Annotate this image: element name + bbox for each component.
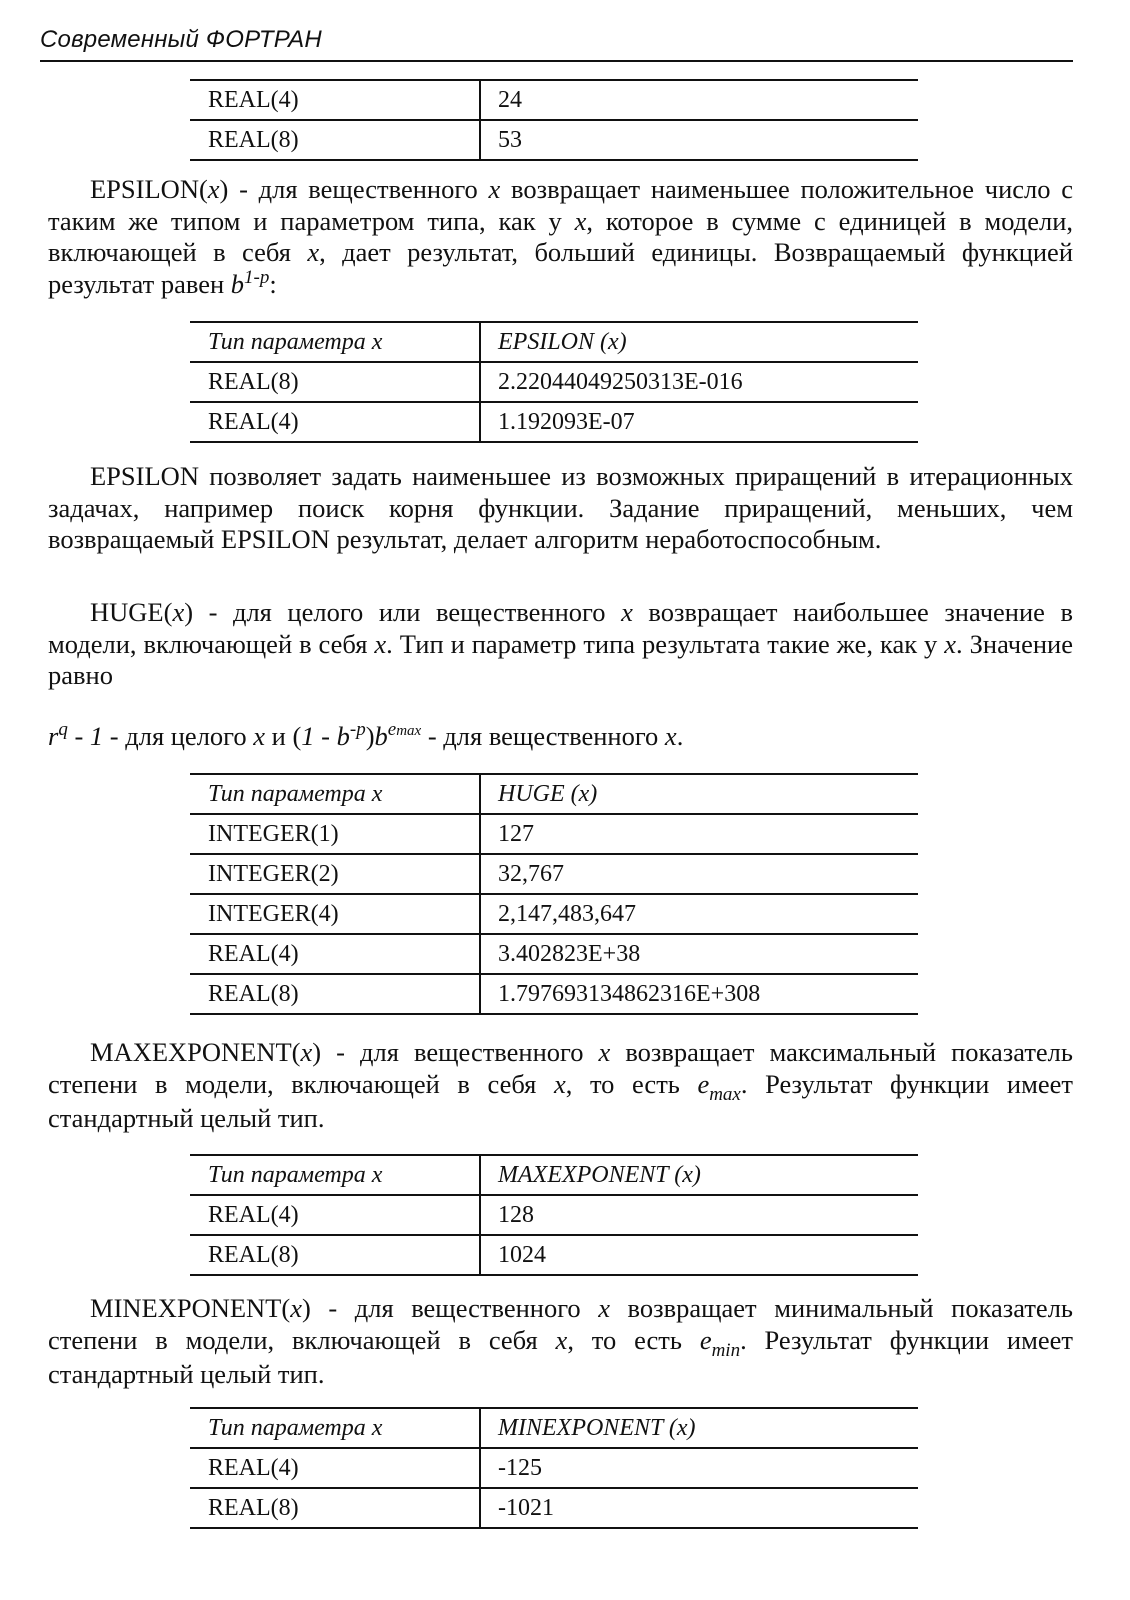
minexponent-table	[190, 1407, 918, 1529]
maxexponent-table	[190, 1154, 918, 1276]
epsilon-description: EPSILON(x) - для вещественного x возвращает наименьшее положительное число с таким же типом и параметром типа, как у x, которое в сумме с единицей в модели, включающей в себя x, дает результат, больший единицы. Возвращаемый функцией результат равен $b^{1-p}$:	[48, 174, 1074, 299]
column-header: EPSILON (x)	[480, 322, 918, 362]
table-cell: -1021	[480, 1488, 918, 1528]
table-row	[190, 120, 918, 160]
header-rule	[40, 60, 1073, 62]
table-cell: REAL(8)	[190, 120, 480, 160]
table-header-row	[190, 774, 918, 814]
table-cell: 2,147,483,647	[480, 894, 918, 934]
table-row	[190, 1448, 918, 1488]
table-cell: 32,767	[480, 854, 918, 894]
table-cell: INTEGER(4)	[190, 894, 480, 934]
table-cell: -125	[480, 1448, 918, 1488]
column-header: MAXEXPONENT (x)	[480, 1155, 918, 1195]
table-cell: 53	[480, 120, 918, 160]
epsilon-usage-paragraph: EPSILON позволяет задать наименьшее из возможных приращений в итерационных задачах, например поиск корня функции. Задание приращений, меньших, чем возвращаемый EPSILON результат, делает алгоритм неработоспособным.	[48, 461, 1073, 554]
table-cell: REAL(4)	[190, 934, 480, 974]
table-cell: INTEGER(2)	[190, 854, 480, 894]
table-cell: REAL(4)	[190, 1195, 480, 1235]
table-cell: REAL(8)	[190, 362, 480, 402]
table-row	[190, 362, 918, 402]
huge-table	[190, 773, 918, 1015]
column-header: HUGE (x)	[480, 774, 918, 814]
table-row	[190, 974, 918, 1014]
table-cell: REAL(4)	[190, 80, 480, 120]
table-row	[190, 814, 918, 854]
table-row	[190, 1195, 918, 1235]
table-row	[190, 854, 918, 894]
table-cell: 127	[480, 814, 918, 854]
minexponent-description: MINEXPONENT(x) - для вещественного x возвращает минимальный показатель степени в модели, включающей в себя x, то есть $e_{min}$. Результат функции имеет стандартный целый тип.	[48, 1293, 1073, 1389]
table-row	[190, 934, 918, 974]
table-header-row	[190, 1155, 918, 1195]
table-cell: INTEGER(1)	[190, 814, 480, 854]
table-header-row	[190, 322, 918, 362]
table-cell: REAL(8)	[190, 974, 480, 1014]
table-cell: 2.22044049250313E-016	[480, 362, 918, 402]
table-row	[190, 1488, 918, 1528]
table-cell: REAL(4)	[190, 1448, 480, 1488]
table-header-row	[190, 1408, 918, 1448]
column-header: Тип параметра x	[190, 1408, 480, 1448]
table-row	[190, 402, 918, 442]
table-cell: 24	[480, 80, 918, 120]
column-header: Тип параметра x	[190, 774, 480, 814]
maxexponent-description: MAXEXPONENT(x) - для вещественного x возвращает максимальный показатель степени в модели, включающей в себя x, то есть $e_{max}$. Результат функции имеет стандартный целый тип.	[48, 1037, 1073, 1133]
table-cell: 1.192093E-07	[480, 402, 918, 442]
digits-table	[190, 79, 918, 161]
table-row	[190, 894, 918, 934]
table-cell: REAL(4)	[190, 402, 480, 442]
column-header: MINEXPONENT (x)	[480, 1408, 918, 1448]
table-row	[190, 1235, 918, 1275]
table-cell: REAL(8)	[190, 1235, 480, 1275]
table-row	[190, 80, 918, 120]
table-cell: REAL(8)	[190, 1488, 480, 1528]
table-cell: 128	[480, 1195, 918, 1235]
huge-formula: $r^q - 1$ - для целого x и $(1 - b^{-p})b^{emax}$ - для вещественного x.	[48, 719, 684, 751]
running-header: Современный ФОРТРАН	[40, 26, 322, 53]
column-header: Тип параметра x	[190, 1155, 480, 1195]
epsilon-table	[190, 321, 918, 443]
table-cell: 3.402823E+38	[480, 934, 918, 974]
table-cell: 1.797693134862316E+308	[480, 974, 918, 1014]
huge-description: HUGE(x) - для целого или вещественного x возвращает наибольшее значение в модели, включающей в себя x. Тип и параметр типа результата такие же, как у x. Значение равно	[48, 597, 1074, 690]
table-cell: 1024	[480, 1235, 918, 1275]
column-header: Тип параметра x	[190, 322, 480, 362]
